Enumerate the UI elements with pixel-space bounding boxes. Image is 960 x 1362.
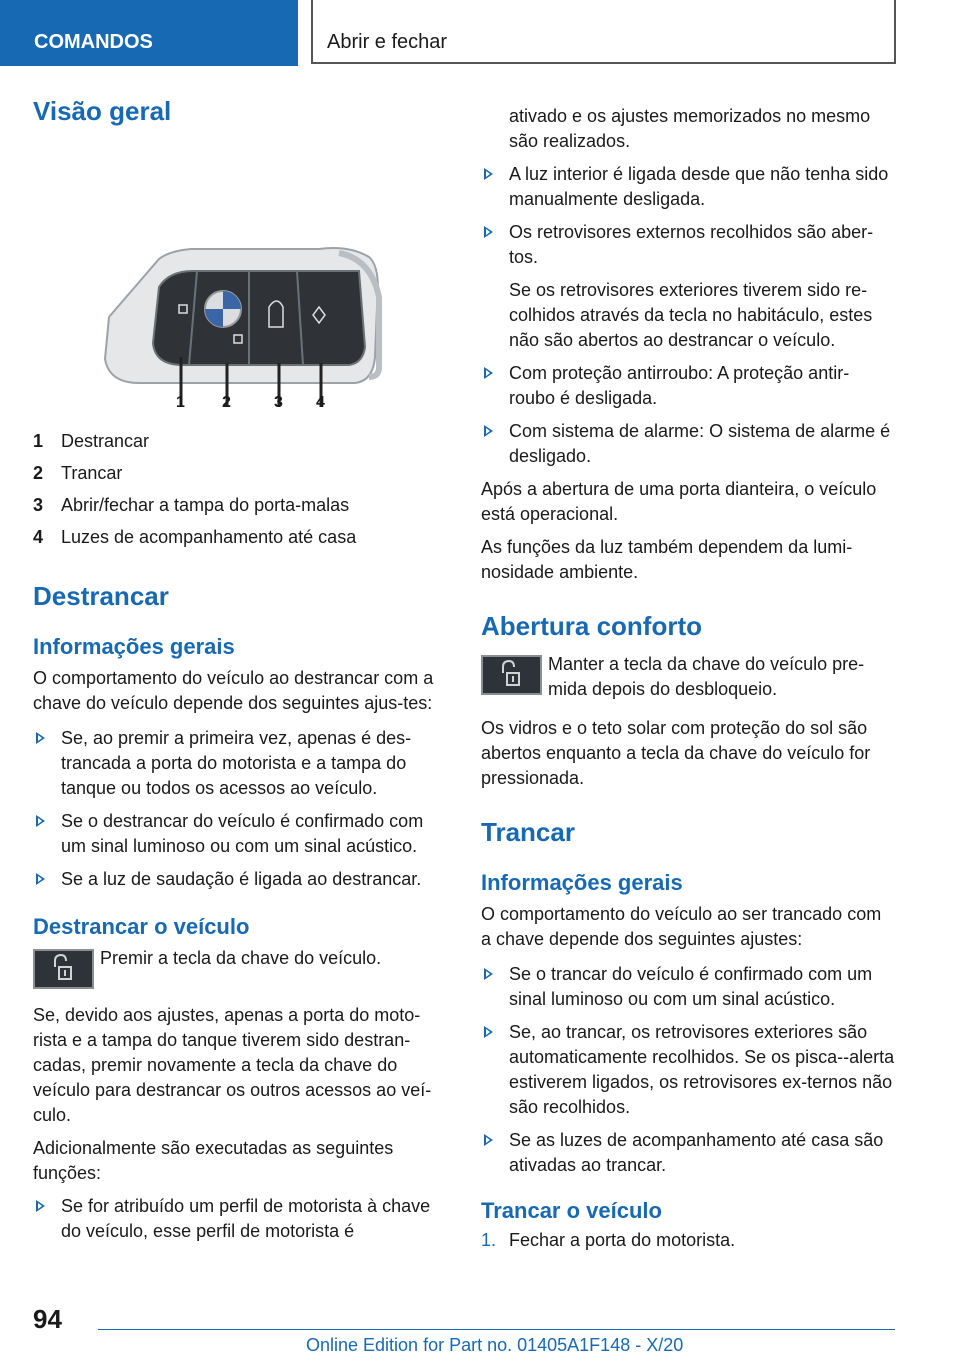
unlock-key-icon — [481, 655, 542, 695]
page-number: 94 — [33, 1304, 62, 1334]
chapter-title: Abrir e fechar — [311, 0, 896, 64]
after-paragraph-1: Após a abertura de uma porta dianteira, o veículo está operacional. — [481, 479, 877, 524]
continued-text: ativado e os ajustes memorizados no mesmo são realizados. — [509, 106, 871, 151]
list-item: Se o destrancar do veículo é confirmado com um sinal luminoso ou com um sinal acústico. — [33, 809, 453, 859]
page-header — [0, 0, 960, 66]
list-item: Se for atribuído um perfil de motorista à chave do veículo, esse perfil de motorista é — [33, 1194, 453, 1244]
key-fob-illustration — [99, 167, 399, 407]
edition-link[interactable]: Online Edition for Part no. 01405A1F148 - X/20 — [306, 1335, 684, 1355]
callout-1: 1 — [176, 394, 185, 411]
unlock-key-instruction — [33, 946, 453, 989]
key-fob-figure — [99, 167, 399, 411]
overview-title: Visão geral — [33, 96, 172, 126]
mirror-note: Se os retrovisores exteriores tiverem sido re-colhidos através da tecla no habitáculo, estes não são abertos ao destrancar o veículo. — [509, 280, 873, 350]
footer-divider — [98, 1329, 895, 1330]
legend-item: 1 Destrancar — [33, 431, 150, 451]
list-item: Com proteção antirroubo: A proteção antir-roubo é desligada. — [481, 361, 895, 411]
unlock-title: Destrancar — [33, 581, 169, 611]
lock-vehicle-subtitle: Trancar o veículo — [481, 1198, 662, 1223]
key-legend — [33, 425, 453, 553]
callout-2: 2 — [222, 394, 231, 411]
list-item: Se o trancar do veículo é confirmado com um sinal luminoso ou com um sinal acústico. — [481, 962, 895, 1012]
unlock-functions-list-cont — [481, 162, 895, 469]
lock-general-subtitle: Informações gerais — [481, 870, 683, 895]
list-item: Com sistema de alarme: O sistema de alarme é desligado. — [481, 419, 895, 469]
list-item: A luz interior é ligada desde que não tenha sido manualmente desligada. — [481, 162, 895, 212]
comfort-key-instruction — [481, 652, 895, 702]
legend-item: 4 Luzes de acompanhamento até casa — [33, 527, 357, 547]
list-item: Os retrovisores externos recolhidos são aber-tos. Se os retrovisores exteriores tiverem sido re-colhidos através da tecla no habitáculo, estes não são abertos ao destrancar o veículo. — [481, 220, 895, 353]
unlock-key-icon — [33, 949, 94, 989]
list-item: Se a luz de saudação é ligada ao destrancar. — [33, 867, 453, 892]
lock-title: Trancar — [481, 817, 575, 847]
lock-step-1: 1. Fechar a porta do motorista. — [481, 1230, 736, 1250]
section-tab: COMANDOS — [0, 0, 298, 66]
lock-general-list — [481, 962, 895, 1178]
unlock-paragraph-1: Se, devido aos ajustes, apenas a porta do moto-rista e a tampa do tanque tiverem sido destran-cadas, premir novamente a tecla da chave do veículo para destrancar os outros acessos ao veí-culo. — [33, 1005, 432, 1125]
unlock-general-list — [33, 726, 453, 892]
unlock-vehicle-subtitle: Destrancar o veículo — [33, 914, 250, 939]
comfort-key-text: Manter a tecla da chave do veículo pre-mida depois do desbloqueio. — [548, 654, 865, 699]
after-paragraph-2: As funções da luz também dependem da lumi-nosidade ambiente. — [481, 537, 853, 582]
list-item: Se, ao premir a primeira vez, apenas é des-trancada a porta do motorista e a tampa do tanque ou todos os acessos ao veículo. — [33, 726, 453, 801]
unlock-functions-list — [33, 1194, 453, 1244]
list-item: Se as luzes de acompanhamento até casa são ativadas ao trancar. — [481, 1128, 895, 1178]
comfort-title: Abertura conforto — [481, 611, 702, 641]
list-item: Se, ao trancar, os retrovisores exteriores são automaticamente recolhidos. Se os pisca--alerta estiverem ligados, os retrovisores ex-ternos não são recolhidos. — [481, 1020, 895, 1120]
lock-general-text: O comportamento do veículo ao ser trancado com a chave depende dos seguintes ajustes: — [481, 904, 882, 949]
callout-3: 3 — [274, 394, 283, 411]
comfort-paragraph: Os vidros e o teto solar com proteção do sol são abertos enquanto a tecla da chave do veículo for pressionada. — [481, 718, 871, 788]
unlock-general-subtitle: Informações gerais — [33, 634, 235, 659]
right-column — [481, 96, 895, 1253]
left-column — [33, 96, 453, 1252]
legend-item: 2 Trancar — [33, 463, 123, 483]
unlock-general-text: O comportamento do veículo ao destrancar com a chave do veículo depende dos seguintes ajus-tes: — [33, 668, 434, 713]
unlock-key-text: Premir a tecla da chave do veículo. — [100, 948, 382, 968]
callout-4: 4 — [316, 394, 325, 411]
legend-item: 3 Abrir/fechar a tampa do porta-malas — [33, 495, 350, 515]
unlock-paragraph-2: Adicionalmente são executadas as seguintes funções: — [33, 1138, 394, 1183]
